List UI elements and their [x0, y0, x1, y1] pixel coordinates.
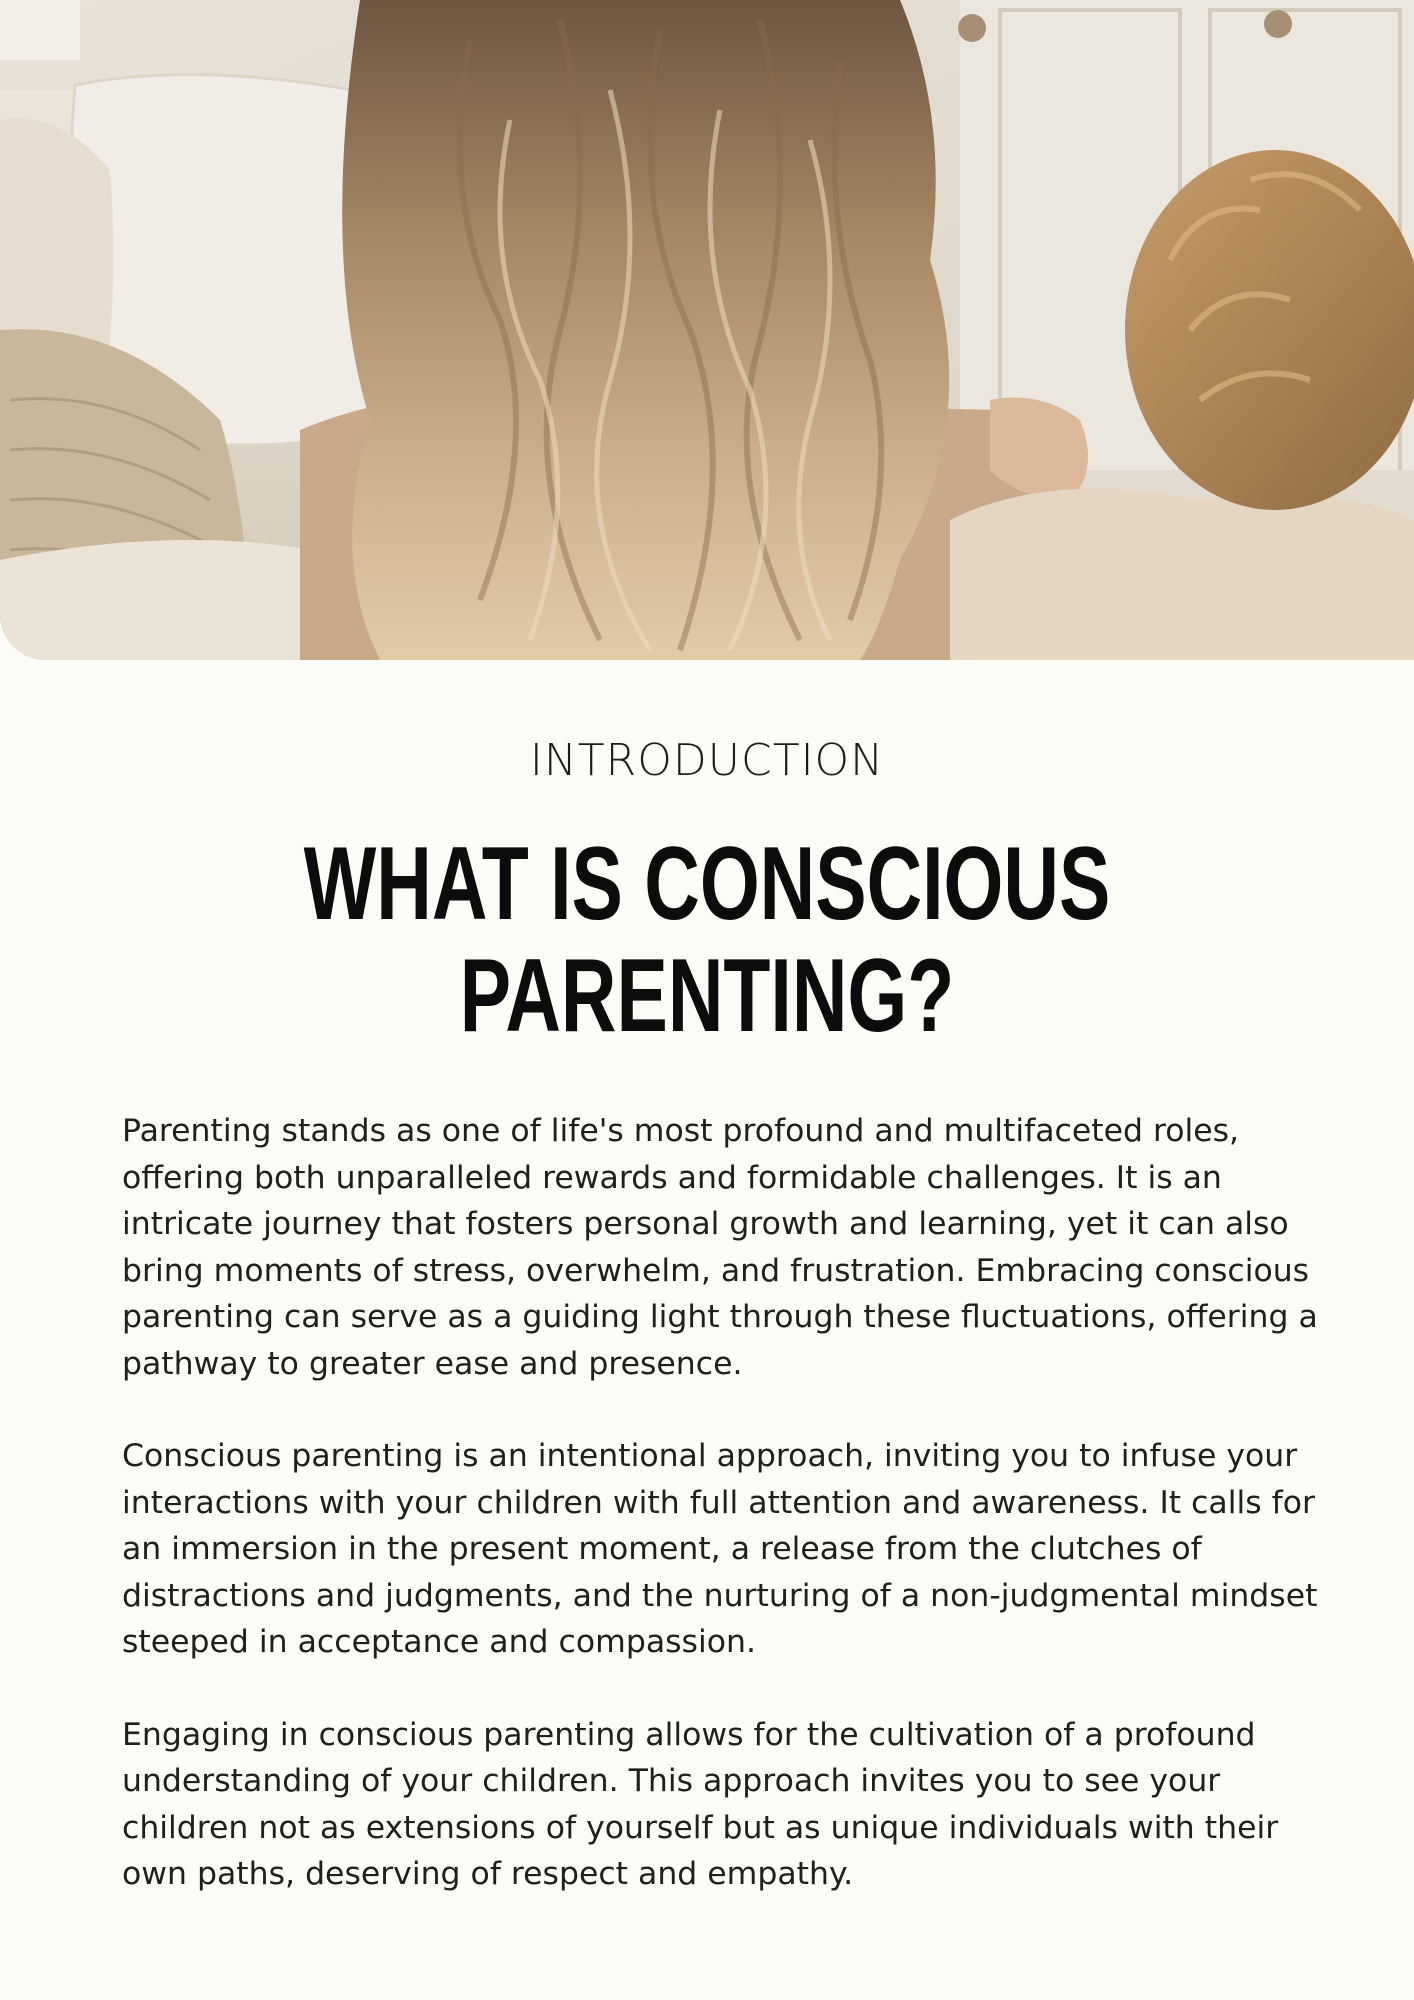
hero-photo — [0, 0, 1414, 660]
page-title — [184, 828, 1230, 1052]
paragraph: Engaging in conscious parenting allows for the cultivation of a profound understanding of your children. This approach invites you to see your children not as extensions of yourself but as unique individuals with their own paths, deserving of respect and empathy. — [122, 1716, 1279, 1892]
paragraph: Parenting stands as one of life's most profound and multifaceted roles, offering both unparalleled rewards and formidable challenges. It is an intricate journey that fosters personal growth and learning, yet it can also bring moments of stress, overwhelm, and frustration. Embracing conscious parenting can serve as a guiding light through these fluctuations, offering a pathway to greater ease and presence. — [122, 1113, 1318, 1382]
page-title-line-2: PARENTING? — [459, 938, 955, 1054]
section-kicker: INTRODUCTION — [529, 735, 885, 786]
page-title-line-1: WHAT IS CONSCIOUS — [303, 826, 1111, 942]
body-text — [122, 1108, 1322, 1944]
paragraph: Conscious parenting is an intentional approach, inviting you to infuse your interactions with your children with full attention and awareness. It calls for an immersion in the present moment, a release from the clutches of distractions and judgments, and the nurturing of a non-judgmental mindset steeped in acceptance and compassion. — [122, 1438, 1318, 1660]
